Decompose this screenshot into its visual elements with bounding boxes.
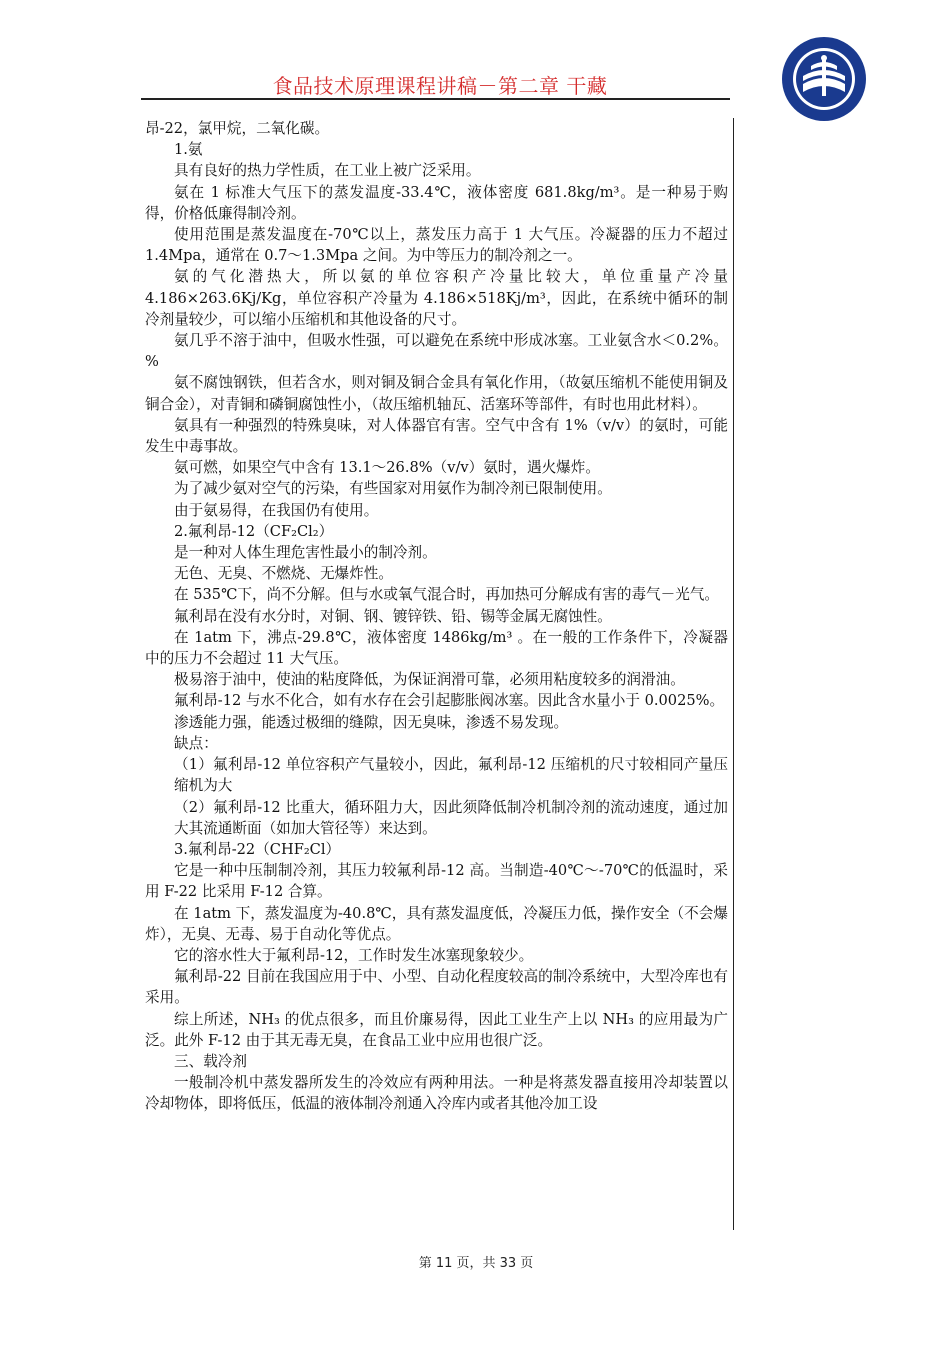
paragraph: 1.氨: [174, 141, 203, 159]
page-title: 食品技术原理课程讲稿－第二章 干藏: [272, 74, 608, 98]
paragraph: 是一种对人体生理危害性最小的制冷剂。: [174, 544, 437, 562]
paragraph: 为了减少氨对空气的污染，有些国家对用氨作为制冷剂已限制使用。: [174, 480, 612, 498]
paragraph: 由于氨易得，在我国仍有使用。: [174, 501, 379, 519]
paragraph: 氨不腐蚀钢铁，但若含水，则对铜及铜合金具有氧化作用，（故氨压缩机不能使用铜及铜合金），对青铜和磷铜腐蚀性小，（故压缩机轴瓦、活塞环等部件，有时也用此材料）。: [145, 374, 728, 413]
paragraph: 氨可燃，如果空气中含有 13.1～26.8%（v/v）氨时，遇火爆炸。: [174, 459, 600, 477]
paragraph: （2）氟利昂-12 比重大，循环阻力大，因此须降低制冷机制冷剂的流动速度，通过加大其流通断面（如加大管径等）来达到。: [174, 798, 728, 837]
paragraph: 3.氟利昂-22（CHF₂Cl）: [174, 840, 341, 858]
paragraph: 氟利昂-12 与水不化合，如有水存在会引起膨胀阀冰塞。因此含水量小于 0.0025%。: [174, 692, 725, 710]
paragraph: 昂-22，氯甲烷，二氧化碳。: [145, 120, 330, 137]
paragraph: 氨在 1 标准大气压下的蒸发温度-33.4℃，液体密度 681.8kg/m³。是一种易于购得，价格低廉得制冷剂。: [145, 183, 728, 222]
paragraph: 氨具有一种强烈的特殊臭味，对人体器官有害。空气中含有 1%（v/v）的氨时，可能发生中毒事故。: [145, 416, 728, 456]
paragraph: 在 1atm 下，蒸发温度为-40.8℃，具有蒸发温度低，冷凝压力低，操作安全（不会爆炸），无臭、无毒、易于自动化等优点。: [145, 904, 728, 943]
paragraph: 综上所述，NH₃ 的优点很多，而且价廉易得，因此工业生产上以 NH₃ 的应用最为广泛。此外 F-12 由于其无毒无臭，在食品工业中应用也很广泛。: [145, 1010, 728, 1049]
paragraph: 氟利昂在没有水分时，对铜、钢、镀锌铁、铅、锡等金属无腐蚀性。: [174, 607, 612, 625]
document-body: [145, 118, 728, 1115]
paragraph: 使用范围是蒸发温度在-70℃以上，蒸发压力高于 1 大气压。冷凝器的压力不超过 1.4Mpa，通常在 0.7～1.3Mpa 之间。为中等压力的制冷剂之一。: [145, 226, 728, 265]
paragraph: 无色、无臭、不燃烧、无爆炸性。: [174, 565, 393, 583]
paragraph: 在 1atm 下，沸点-29.8℃，液体密度 1486kg/m³ 。在一般的工作条件下，冷凝器中的压力不会超过 11 大气压。: [145, 628, 728, 668]
paragraph: （1）氟利昂-12 单位容积产气量较小，因此，氟利昂-12 压缩机的尺寸较相同产量压缩机为大: [174, 756, 728, 795]
paragraph: 渗透能力强，能透过极细的缝隙，因无臭味，渗透不易发现。: [174, 713, 569, 731]
paragraph: 具有良好的热力学性质，在工业上被广泛采用。: [174, 162, 481, 180]
paragraph: 氟利昂-22 目前在我国应用于中、小型、自动化程度较高的制冷系统中，大型冷库也有采用。: [145, 968, 728, 1007]
paragraph: 缺点：: [174, 734, 218, 752]
paragraph: 氨几乎不溶于油中，但吸水性强，可以避免在系统中形成冰塞。工业氨含水＜0.2%。%: [145, 332, 728, 371]
university-logo-icon: [781, 36, 867, 122]
paragraph: 三、载冷剂: [174, 1052, 247, 1070]
paragraph: 2.氟利昂-12（CF₂Cl₂）: [174, 522, 334, 540]
paragraph: 一般制冷机中蒸发器所发生的冷效应有两种用法。一种是将蒸发器直接用冷却装置以冷却物体，即将低压，低温的液体制冷剂通入冷库内或者其他冷加工设: [145, 1074, 728, 1113]
header-rule: [141, 98, 730, 100]
margin-rule: [733, 118, 734, 1230]
paragraph: 在 535℃下，尚不分解。但与水或氧气混合时，再加热可分解成有害的毒气－光气。: [174, 586, 720, 604]
paragraph: 它的溶水性大于氟利昂-12，工作时发生冰塞现象较少。: [174, 946, 534, 964]
paragraph: 氨的气化潜热大，所以氨的单位容积产冷量比较大，单位重量产冷量 4.186×263.6Kj/Kg，单位容积产冷量为 4.186×518Kj/m³，因此，在系统中循环的制冷剂量较少，可以缩小压缩机和其他设备的尺寸。: [145, 268, 728, 328]
paragraph: 它是一种中压制制冷剂，其压力较氟利昂-12 高。当制造-40℃～-70℃的低温时，采用 F-22 比采用 F-12 合算。: [145, 862, 728, 901]
paragraph: 极易溶于油中，使油的粘度降低，为保证润滑可靠，必须用粘度较多的润滑油。: [174, 671, 685, 689]
page-number: 第 11 页，共 33 页: [418, 1256, 534, 1271]
